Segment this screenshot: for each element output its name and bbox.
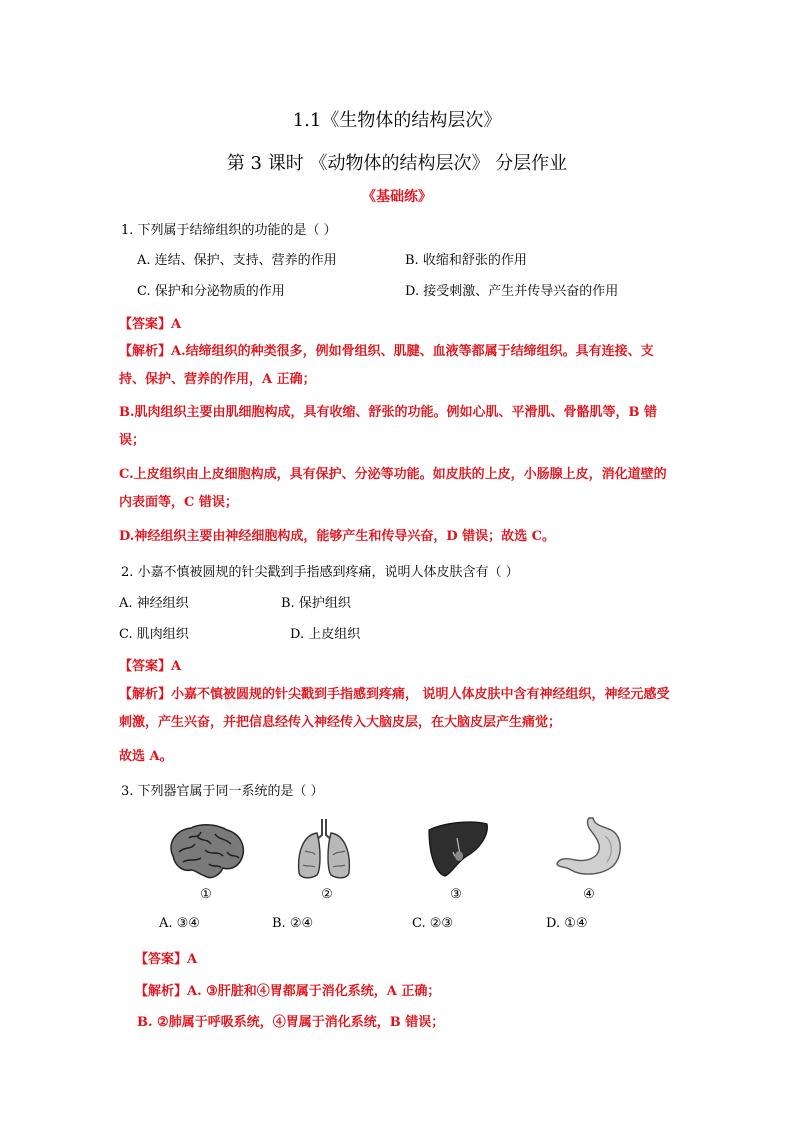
question-2-analysis-b: 故选 A。 [119,749,173,764]
question-1-option-c: C. 保护和分泌物质的作用 [137,284,285,299]
lesson-subtitle: 第 3 课时 《动物体的结构层次》 分层作业 [226,153,568,174]
question-1-option-d: D. 接受刺激、产生并传导兴奋的作用 [405,284,619,299]
answer-value: A [187,952,198,967]
organ-label-3: ③ [450,887,462,902]
organ-label-4: ④ [583,887,595,902]
question-2-option-b: B. 保护组织 [281,596,351,611]
answer-label: 【答案】 [119,317,172,332]
question-3-option-b: B. ②④ [272,916,314,931]
question-3-option-a: A. ③④ [159,916,200,931]
question-1-analysis [119,338,679,394]
question-3-analysis-b: B. ②肺属于呼吸系统，④胃属于消化系统，B 错误； [137,1015,445,1030]
analysis-line-a: A. ③肝脏和④胃都属于消化系统，A 正确； [187,984,441,999]
question-3-option-d: D. ①④ [546,916,588,931]
question-1-option-b: B. 收缩和舒张的作用 [405,253,527,268]
analysis-label: 【解析】 [119,344,172,359]
question-2-option-a: A. 神经组织 [119,596,189,611]
question-2-stem: 2. 小嘉不慎被圆规的针尖戳到手指感到疼痛，说明人体皮肤含有（ ） [121,565,519,580]
question-3-answer [135,948,197,967]
analysis-label: 【解析】 [119,687,172,702]
stomach-image [553,814,627,880]
question-1-analysis-d: D.神经组织主要由神经细胞构成，能够产生和传导兴奋，D 错误；故选 C。 [119,529,556,544]
analysis-line-a: 小嘉不慎被圆规的针尖戳到手指感到疼痛， 说明人体皮肤中含有神经组织，神经元感受刺激，产生兴奋，并把信息经传入神经传入大脑皮层，在大脑皮层产生痛觉； [119,687,670,730]
organ-label-2: ② [321,887,333,902]
document-title: 1.1《生物体的结构层次》 [292,110,502,131]
question-1-analysis-c: C.上皮组织由上皮细胞构成，具有保护、分泌等功能。如皮肤的上皮，小肠腺上皮，消化道壁的内表面等，C 错误； [119,467,667,510]
question-2-option-d: D. 上皮组织 [290,627,361,642]
analysis-line-a: A.结缔组织的种类很多，例如骨组织、肌腱、血液等都属于结缔组织。具有连接、支持、保护、营养的作用，A 正确； [119,344,654,387]
organ-label-1: ① [200,887,212,902]
answer-value: A [171,317,182,332]
question-1-answer [119,313,181,332]
question-1-analysis-b: B.肌肉组织主要由肌细胞构成，具有收缩、舒张的功能。例如心肌、平滑肌、骨骼肌等，B 错误； [119,405,658,448]
question-3-stem: 3. 下列器官属于同一系统的是（ ） [121,784,324,799]
answer-label: 【答案】 [119,659,172,674]
brain-image [165,822,247,884]
answer-value: A [171,659,182,674]
question-2-analysis [119,681,679,737]
liver-image [425,818,491,880]
section-heading: 《基础练》 [362,189,432,205]
question-2-answer [119,655,181,674]
question-3-analysis [135,980,440,999]
question-1-stem: 1. 下列属于结缔组织的功能的是（ ） [121,223,337,238]
lungs-image [293,817,355,881]
question-1-option-a: A. 连结、保护、支持、营养的作用 [137,253,337,268]
question-3-option-c: C. ②③ [412,916,454,931]
answer-label: 【答案】 [135,952,188,967]
analysis-label: 【解析】 [135,984,188,999]
question-2-option-c: C. 肌肉组织 [119,627,189,642]
